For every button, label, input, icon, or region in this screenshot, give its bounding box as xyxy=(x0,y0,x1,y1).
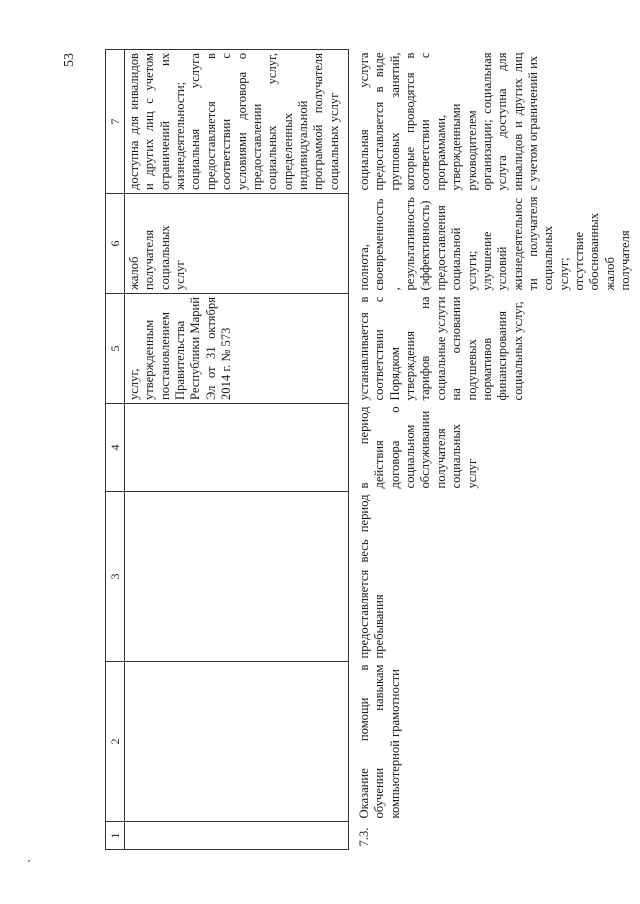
scan-mark xyxy=(28,860,30,862)
header-col-5: 5 xyxy=(106,294,125,404)
row-number: 7.3. xyxy=(357,827,372,847)
rotated-page-content xyxy=(105,50,633,850)
service-name: Оказание помощи в обучении навыкам компьютерной грамотности xyxy=(357,664,402,819)
cont-cell-quality: жалоб получателя социальных услуг xyxy=(125,194,349,294)
cont-cell-4 xyxy=(125,404,349,492)
service-quality-indicators: полнота, своевременность, результативность (эффективность) предоставления социальной услуги; улучшение условий жизнедеятельности получателя социальных услуг; отсутствие обоснованных жалоб получателя xyxy=(357,196,633,291)
header-col-4: 4 xyxy=(106,404,125,492)
service-volume: предоставляется весь период пребывания xyxy=(357,494,387,659)
service-term: в период действия договора о социальном обслуживании получателя социальных услуг xyxy=(357,406,479,489)
page-number: 53 xyxy=(62,53,77,67)
service-conditions: социальная услуга предоставляется в виде групповых занятий, которые проводятся в соответствии с программами, утвержденными руководителем организации; социальная услуга доступна для инвалидов и других лиц с учетом ограничений их xyxy=(357,52,540,191)
header-col-1: 1 xyxy=(106,822,125,850)
service-tariff: устанавливается в соответствии с Порядком утверждения тарифов на социальные услуги на основании подушевых нормативов финансирования социальных услуг, xyxy=(357,296,525,401)
header-col-2: 2 xyxy=(106,662,125,822)
table-header-row xyxy=(106,50,125,850)
services-table xyxy=(105,49,640,850)
table-row-7-3 xyxy=(349,50,640,850)
cont-cell-conditions: доступна для инвалидов и других лиц с учетом ограничений их жизнедеятельности; социальная услуга предоставляется в соответствии с условиями договора о предоставлении социальных услуг, определенных индивидуальной программой получателя социальных услуг xyxy=(125,50,349,194)
cont-cell-1 xyxy=(125,822,349,850)
header-col-7: 7 xyxy=(106,50,125,194)
header-col-6: 6 xyxy=(106,194,125,294)
header-col-3: 3 xyxy=(106,492,125,662)
cont-cell-3 xyxy=(125,492,349,662)
cont-cell-2 xyxy=(125,662,349,822)
table-row-continuation xyxy=(125,50,349,850)
cont-cell-tariff-basis: услуг, утвержденным постановлением Правительства Республики Марий Эл от 31 октября 2014 г. № 573 xyxy=(125,294,349,404)
